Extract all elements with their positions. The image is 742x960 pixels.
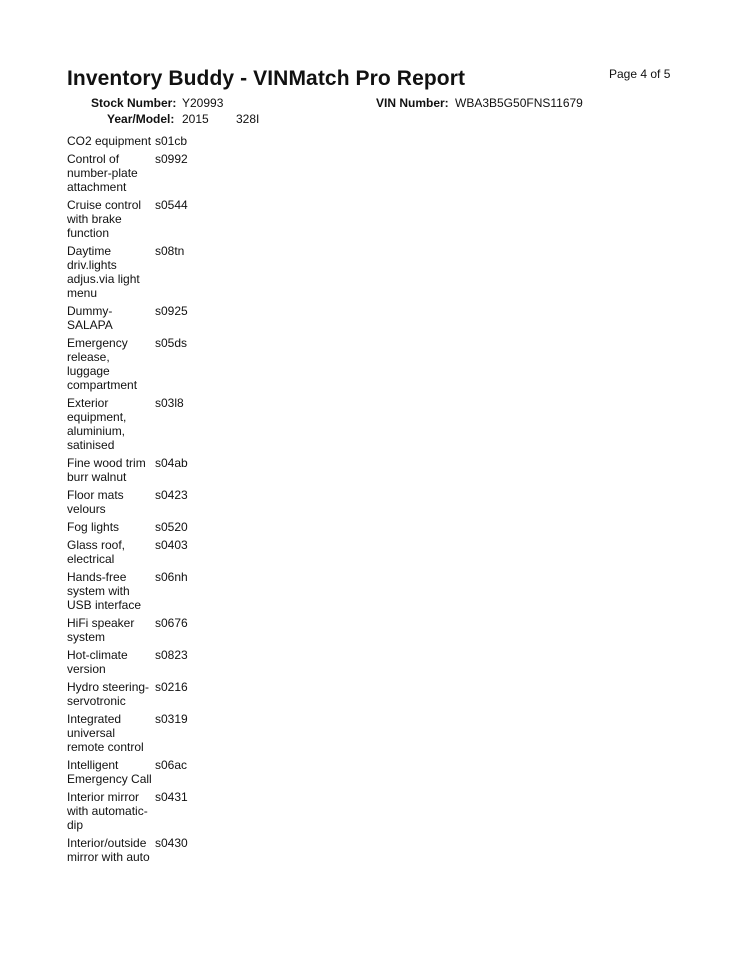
option-description: Intelligent Emergency Call xyxy=(67,758,152,786)
option-description: Exterior equipment, aluminium, satinised xyxy=(67,396,127,452)
option-code: s0431 xyxy=(155,790,188,804)
vin-number-label: VIN Number: xyxy=(376,96,449,110)
option-description: Emergency release, luggage compartment xyxy=(67,336,138,392)
option-description: Interior/outside mirror with auto xyxy=(67,836,150,864)
list-item xyxy=(67,244,267,300)
list-item xyxy=(67,152,267,194)
option-description: Hot-climate version xyxy=(67,648,128,676)
stock-number-label: Stock Number: xyxy=(91,96,177,110)
list-item xyxy=(67,616,267,644)
option-code: s06nh xyxy=(155,570,188,584)
list-item xyxy=(67,198,267,240)
year-model-label: Year/Model: xyxy=(107,112,175,126)
option-description: Hydro steering-servotronic xyxy=(67,680,150,708)
list-item xyxy=(67,680,267,708)
option-code: s0676 xyxy=(155,616,188,630)
model-value: 328I xyxy=(236,112,260,126)
options-list xyxy=(67,134,267,868)
option-code: s06ac xyxy=(155,758,188,772)
list-item xyxy=(67,538,267,566)
option-description: HiFi speaker system xyxy=(67,616,135,644)
list-item xyxy=(67,336,267,392)
option-description: Hands-free system with USB interface xyxy=(67,570,142,612)
list-item xyxy=(67,570,267,612)
option-description: Integrated universal remote control xyxy=(67,712,144,754)
option-code: s04ab xyxy=(155,456,188,470)
list-item xyxy=(67,396,267,452)
stock-number-value: Y20993 xyxy=(182,96,224,110)
option-description: Floor mats velours xyxy=(67,488,124,516)
option-description: Interior mirror with automatic-dip xyxy=(67,790,148,832)
option-description: Fine wood trim burr walnut xyxy=(67,456,146,484)
list-item xyxy=(67,488,267,516)
page-number: Page 4 of 5 xyxy=(609,67,671,81)
list-item xyxy=(67,712,267,754)
option-code: s0430 xyxy=(155,836,188,850)
option-code: s0403 xyxy=(155,538,188,552)
option-code: s0992 xyxy=(155,152,188,166)
option-code: s0319 xyxy=(155,712,188,726)
option-description: Control of number-plate attachment xyxy=(67,152,138,194)
option-code: s0423 xyxy=(155,488,188,502)
option-code: s08tn xyxy=(155,244,185,258)
option-code: s0823 xyxy=(155,648,188,662)
list-item xyxy=(67,456,267,484)
option-code: s0216 xyxy=(155,680,188,694)
option-description: Fog lights xyxy=(67,520,120,534)
list-item xyxy=(67,134,267,148)
option-description: Daytime driv.lights adjus.via light menu xyxy=(67,244,140,300)
list-item xyxy=(67,836,267,864)
list-item xyxy=(67,758,267,786)
vin-number-value: WBA3B5G50FNS11679 xyxy=(455,96,583,110)
list-item xyxy=(67,648,267,676)
list-item xyxy=(67,790,267,832)
option-code: s03l8 xyxy=(155,396,184,410)
option-description: Dummy-SALAPA xyxy=(67,304,113,332)
option-code: s0925 xyxy=(155,304,188,318)
list-item xyxy=(67,520,267,534)
option-code: s0520 xyxy=(155,520,188,534)
option-description: Glass roof, electrical xyxy=(67,538,126,566)
option-description: Cruise control with brake function xyxy=(67,198,142,240)
report-title: Inventory Buddy - VINMatch Pro Report xyxy=(67,67,466,90)
option-code: s05ds xyxy=(155,336,188,350)
list-item xyxy=(67,304,267,332)
year-value: 2015 xyxy=(182,112,209,126)
option-code: s0544 xyxy=(155,198,188,212)
option-code: s01cb xyxy=(155,134,188,148)
option-description: CO2 equipment xyxy=(67,134,152,148)
